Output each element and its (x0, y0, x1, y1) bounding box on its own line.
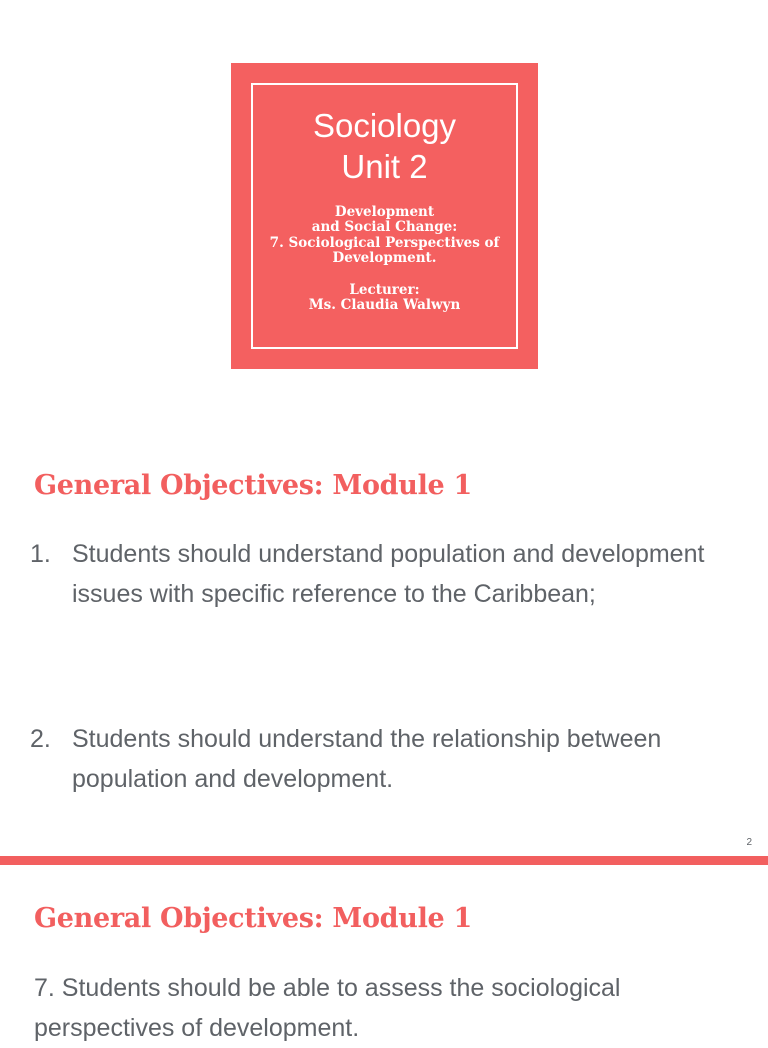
section-heading: General Objectives: Module 1 (34, 903, 472, 934)
objective-item (30, 719, 730, 799)
deck-subtitle-line: and Social Change: (311, 219, 458, 235)
lecturer-label: Lecturer: (349, 281, 420, 298)
title-frame (251, 83, 518, 349)
deck-subtitle-line: Development (334, 203, 435, 220)
deck-title (313, 105, 456, 187)
objective-number: 2. (30, 725, 51, 753)
objective-item (30, 534, 730, 614)
objective-text: 7. Students should be able to assess the sociological perspectives of development. (34, 974, 621, 1042)
lecturer-name: Ms. Claudia Walwyn (308, 297, 461, 313)
deck-subtitle-line: 7. Sociological Perspectives of (269, 234, 500, 251)
objective-text: Students should understand the relationship between population and development. (72, 725, 662, 793)
deck-subtitle (265, 205, 505, 267)
lecturer-info (309, 283, 461, 314)
objective-text: Students should understand population and development issues with specific reference to the Caribbean; (72, 540, 705, 608)
section-heading: General Objectives: Module 1 (34, 470, 472, 501)
deck-title-line: Unit 2 (341, 147, 428, 185)
title-card (231, 63, 538, 369)
deck-title-line: Sociology (312, 106, 457, 144)
slide-2 (0, 865, 768, 1042)
deck-subtitle-line: Development. (332, 250, 437, 266)
slide-divider (0, 856, 768, 865)
page-number: 2 (746, 837, 752, 848)
objective-number: 1. (30, 540, 51, 568)
